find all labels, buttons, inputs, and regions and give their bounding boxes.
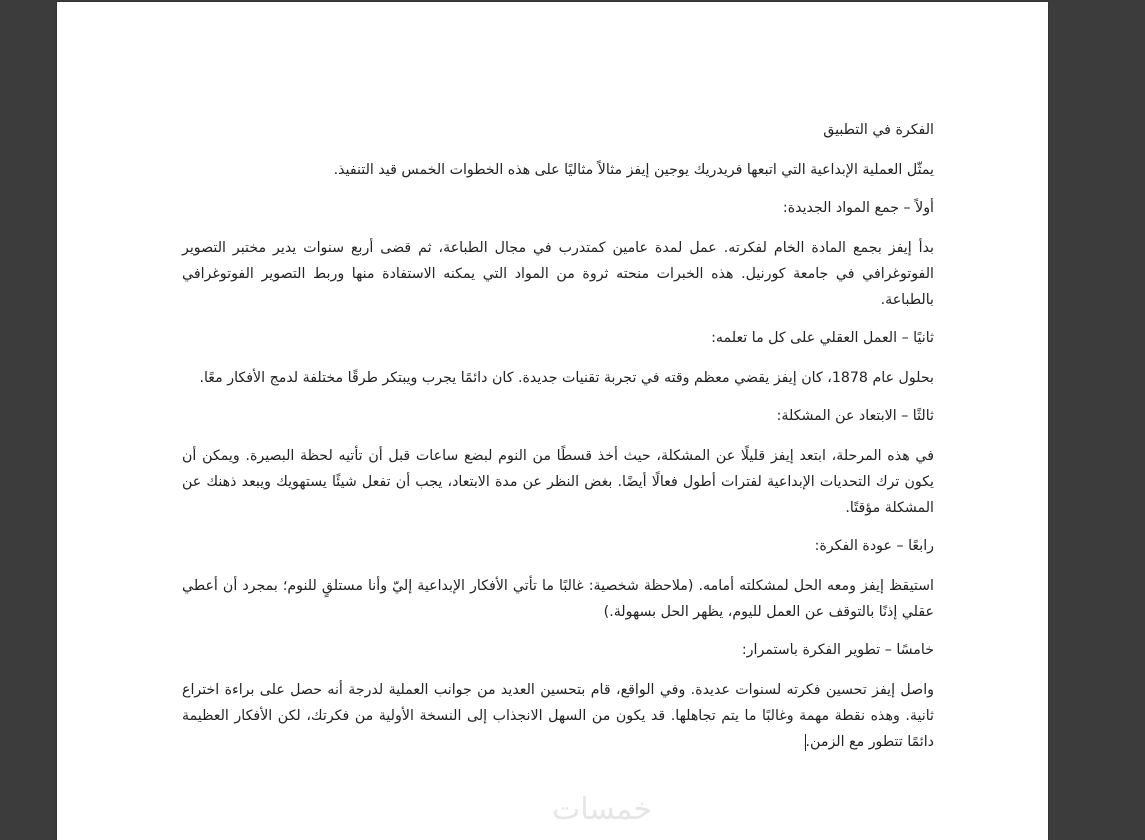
document-body[interactable] (182, 117, 934, 767)
watermark-logo: خمسات (551, 792, 652, 827)
section-body-4: استيقظ إيفز ومعه الحل لمشكلته أمامه. (ملاحظة شخصية: غالبًا ما تأتي الأفكار الإبداعية إليّ وأنا مستلقٍ للنوم؛ بمجرد أن أعطي عقلي إذنًا بالتوقف عن العمل لليوم، يظهر الحل بسهولة.) (182, 578, 934, 620)
section-body-2: بحلول عام 1878، كان إيفز يقضي معظم وقته في تجربة تقنيات جديدة. كان دائمًا يجرب ويبتكر طرقًا مختلفة لدمج الأفكار معًا. (199, 370, 934, 386)
section-heading-3: ثالثًا – الابتعاد عن المشكلة: (776, 408, 934, 424)
section-body-3: في هذه المرحلة، ابتعد إيفز قليلًا عن المشكلة، حيث أخذ قسطًا من النوم لبضع ساعات قبل أن تأتيه لحظة البصيرة. ويمكن أن يكون ترك التحديات الإبداعية لفترات أطول فعالًا أيضًا. بغض النظر عن مدة الابتعاد، يجب أن تفعل شيئًا يستهويك ويبعد ذهنك عن المشكلة مؤقتًا. (182, 448, 934, 516)
section-heading-1: أولاً – جمع المواد الجديدة: (782, 200, 934, 216)
section-heading-2: ثانيًا – العمل العقلي على كل ما تعلمه: (711, 330, 934, 346)
document-title: الفكرة في التطبيق (823, 122, 934, 138)
document-page (57, 2, 1048, 840)
section-heading-4: رابعًا – عودة الفكرة: (814, 538, 934, 554)
section-body-5-text: واصل إيفز تحسين فكرته لسنوات عديدة. وفي الواقع، قام بتحسين العديد من جوانب العملية لدرجة أنه حصل على براءة اختراع ثانية. وهذه نقطة مهمة وغالبًا ما يتم تجاهلها. قد يكون من السهل الانجذاب إلى النسخة الأولية من فكرتك، لكن الأفكار العظيمة دائمًا تتطور مع الزمن. (182, 682, 934, 750)
section-body-5 (182, 677, 934, 755)
section-heading-5: خامسًا – تطوير الفكرة باستمرار: (741, 642, 934, 658)
section-body-1: بدأ إيفز بجمع المادة الخام لفكرته. عمل لمدة عامين كمتدرب في مجال الطباعة، ثم قضى أربع سنوات يدير مختبر التصوير الفوتوغرافي في جامعة كورنيل. هذه الخبرات منحته ثروة من المواد التي يمكنه الاستفادة منها وربط التصوير الفوتوغرافي بالطباعة. (182, 240, 934, 308)
intro-paragraph: يمثّل العملية الإبداعية التي اتبعها فريدريك يوجين إيفز مثالاً مثاليًا على هذه الخطوات الخمس قيد التنفيذ. (333, 162, 934, 178)
